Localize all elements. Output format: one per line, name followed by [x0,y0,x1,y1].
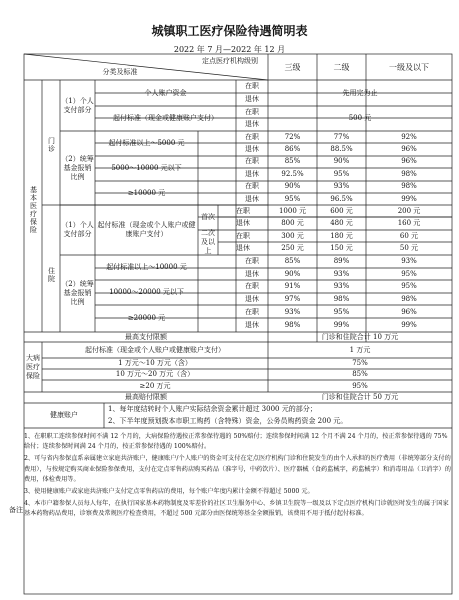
ip-band-2: 10000～20000 元以下 [109,288,184,296]
op-status-cell: 在职 [245,157,259,166]
ip2-value-cell: 85% [284,256,301,265]
ip1-value-cell: 250 元 [281,244,304,253]
header-category: 分类及标准 [102,68,138,76]
health-account-line-2: 2、下半年度预划拨本市职工购药（含特殊）资金，公务员购药资金 200 元。 [108,416,348,425]
critical-rate-2: 85% [352,370,368,378]
ip1-value-cell: 300 元 [281,231,304,240]
op-value-cell: 96% [401,157,417,166]
ip2-value-cell: 95% [401,282,417,291]
ip-band-3: ≥20000 元 [127,314,166,322]
critical-rate-3: 95% [352,381,368,390]
note-3: 3、使用健康账户或家庭共济账户支付定点零售药店的费用，每个账户年度内累计金额不得超过 5000 元。 [24,488,314,496]
ip2-value-cell: 98% [401,295,417,304]
op-value-cell: 93% [333,182,350,191]
ip2-value-cell: 99% [401,320,417,329]
op-band-2: 5000～10000 元以下 [111,164,182,172]
max-payment-value: 门诊和住院合计 10 万元 [321,332,399,341]
ip2-value-cell: 96% [401,308,417,317]
ip1-value-cell: 180 元 [330,231,353,240]
op-value-cell: 92.5% [281,169,304,178]
header-institution-level: 定点医疗机构级别 [202,57,258,65]
op-value-cell: 77% [333,132,350,141]
op-status-cell: 在职 [245,182,259,191]
note-1: 1、在职职工连续参保时间不满 12 个月的，大病保险待遇按正常参保待遇的 50%赔付；连续参保时间满 12 个月不满 24 个月的，按正常参保待遇的 75%给付；连续参保时间满 24 个月的，按正常参保待遇的 100%赔付。 [24,433,448,451]
ip1-value-cell: 50 元 [399,244,419,253]
critical-band-2: 10 万元～20 万元（含） [115,370,195,378]
ip1-status-cell: 在职 [236,231,250,240]
critical-band-1: 1 万元～10 万元（含） [118,359,192,367]
ip2-value-cell: 93% [333,269,350,278]
personal-account-value: 先用完为止 [342,88,378,97]
inpatient-threshold-label: 起付标准（现金或个人账户或健康账户支付） [97,221,196,238]
critical-max-value: 门诊和住院合计 50 万元 [321,393,399,401]
ip1-value-cell: 800 元 [281,219,304,228]
op-value-cell: 90% [333,157,350,166]
ip2-value-cell: 93% [284,308,301,317]
op-band-1: 起付标准以上～5000 元 [108,139,185,147]
outpatient-personal-label: （1）个人支付部分 [61,96,94,114]
ip2-value-cell: 98% [284,320,301,329]
pa-in-service: 在职 [245,82,259,90]
ip1-value-cell: 1000 元 [278,206,307,215]
critical-illness-label: 大病医疗保险 [26,353,40,380]
op-value-cell: 72% [284,132,301,141]
header-level2: 二级 [333,62,350,72]
ip2-value-cell: 95% [333,308,350,317]
op-value-cell: 86% [284,145,301,154]
op-value-cell: 96.5% [330,194,353,203]
ip2-value-cell: 93% [333,282,350,291]
ip-first: 首次 [201,213,215,221]
ip1-value-cell: 160 元 [397,219,421,228]
ip2-status-cell: 在职 [245,256,259,265]
header-level3: 三级 [284,62,301,72]
outpatient-threshold-value: 500 元 [348,114,372,122]
ip1-status-cell: 退休 [236,244,250,253]
basic-insurance-label: 基本医疗保险 [29,186,38,234]
op-value-cell: 98% [401,182,417,191]
ip2-status-cell: 在职 [245,282,259,291]
outpatient-threshold-label: 起付标准（现金或健康账户支付） [113,114,218,122]
pa-retired: 退休 [245,95,259,103]
ip2-value-cell: 97% [284,295,301,304]
notes-block [24,432,452,522]
ip1-value-cell: 600 元 [330,206,353,215]
op-value-cell: 96% [401,145,417,154]
ip2-value-cell: 90% [284,269,301,278]
ip-band-1: 起付标准以上～10000 元 [106,263,187,271]
note-4: 4、本市户籍参保人员每人每年，在执行国家基本药物制度及零差价的社区卫生服务中心、乡镇卫生院等一级及以下定点医疗机构门诊就医时发生的属于国家基本药物药品费用，诊察费及常规医疗检查费用，不超过 500 元部分由医保统筹基金全额报销，该费用不用于抵付起付标准。 [24,500,449,518]
ip2-value-cell: 99% [333,320,350,329]
max-payment-label: 最高支付限额 [125,332,167,341]
ot-retired: 退休 [245,120,259,128]
op-value-cell: 85% [284,157,301,166]
ip2-status-cell: 退休 [245,320,259,329]
op-value-cell: 92% [401,132,417,141]
ip1-status-cell: 在职 [236,206,250,215]
critical-threshold-label: 起付标准（现金或个人账户或健康账户支付） [85,345,225,354]
page-subtitle: 2022 年 7 月—2022 年 12 月 [173,45,286,54]
ip2-value-cell: 93% [401,256,417,265]
ip1-value-cell: 60 元 [399,231,419,240]
ip2-status-cell: 退休 [245,269,259,278]
inpatient-label: 住院 [47,267,56,283]
ip2-value-cell: 91% [284,282,301,291]
ip2-value-cell: 89% [333,256,350,265]
health-account-label: 健康账户 [50,411,78,419]
note-2: 2、可与省内参保直系亲属建立家庭共济账户，健康账户/个人账户的资金可支付在定点医疗机构门诊和住院发生的由个人承担的医疗费用（非统筹部分支付的费用），与按规定购买商业保险参保费用，支付在定点零售药店购买药品（准字号，中药饮片）、医疗器械（食药监械字，药监械字）和消毒用品（卫消字）的费用，体检费用等。 [24,455,451,483]
critical-band-3: ≥20 万元 [139,381,171,390]
notes-label: 备注 [9,505,23,514]
outpatient-label: 门诊 [47,137,56,153]
ip-second: 二次及以上 [201,229,215,255]
ip1-value-cell: 480 元 [330,219,353,228]
ip2-value-cell: 95% [401,269,417,278]
ip2-status-cell: 在职 [245,308,259,317]
op-value-cell: 99% [401,194,417,203]
critical-threshold-value: 1 万元 [349,345,371,354]
ip2-status-cell: 退休 [245,295,259,304]
op-band-3: ≥10000 元 [127,188,166,197]
ip1-value-cell: 150 元 [330,244,353,253]
outpatient-reimburse-label: （2）统筹基金报销比例 [61,154,94,181]
ot-in-service: 在职 [245,107,259,116]
critical-rate-1: 75% [352,359,368,367]
inpatient-personal-label: （1）个人支付部分 [61,221,94,238]
critical-max-label: 最高赔付限额 [125,393,167,401]
op-value-cell: 88.5% [330,145,353,154]
health-account-line-1: 1、每年度结转时个人账户实际结余资金累计超过 3000 元的部分； [108,405,317,413]
page-title: 城镇职工医疗保险待遇简明表 [151,24,308,38]
op-value-cell: 90% [284,182,301,191]
op-status-cell: 退休 [245,145,259,154]
op-status-cell: 在职 [245,132,259,141]
inpatient-reimburse-label: （2）统筹基金报销比例 [61,280,94,306]
ip1-status-cell: 退休 [236,219,250,228]
op-status-cell: 退休 [245,194,259,203]
ip2-value-cell: 98% [333,295,350,304]
op-status-cell: 退休 [245,169,259,178]
op-value-cell: 95% [333,169,350,178]
header-level1: 一级及以下 [389,62,429,72]
op-value-cell: 95% [284,194,301,203]
ip1-value-cell: 200 元 [397,206,421,215]
personal-account-label: 个人账户资金 [144,88,187,97]
op-value-cell: 98% [401,169,417,178]
